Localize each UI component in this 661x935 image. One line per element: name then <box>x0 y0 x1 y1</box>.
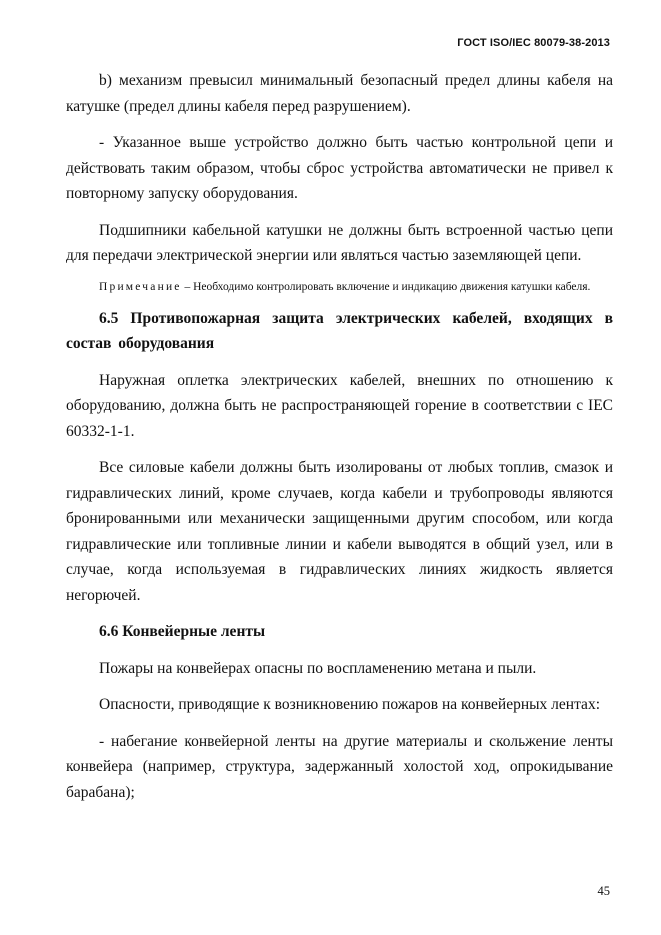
paragraph-b-item: b) механизм превысил минимальный безопасный предел длины кабеля на катушке (предел длины кабеля перед разрушением). <box>66 72 613 115</box>
paragraph-bearings: Подшипники кабельной катушки не должны быть встроенной частью цепи для передачи электрической энергии или являться частью заземляющей цепи. <box>66 221 613 264</box>
paragraph-cable-sheath: Наружная оплетка электрических кабелей, внешних по отношению к оборудованию, должна быть не распространяющей горение в соответствии с IEC 60332-1-1. <box>66 371 613 440</box>
paragraph-power-cables: Все силовые кабели должны быть изолированы от любых топлив, смазок и гидравлических линий, кроме случаев, когда кабели и трубопроводы являются бронированными или механически защищенными другим способом, или когда гидравлические или топливные линии и кабели выводятся в общий узел, или в случае, когда используемая в гидравлических линиях жидкость является негорючей. <box>66 459 613 604</box>
note-label: Примечание <box>99 280 182 293</box>
section-6-6-heading: 6.6 Конвейерные ленты <box>99 623 266 640</box>
paragraph-conveyor-fires: Пожары на конвейерах опасны по воспламенению метана и пыли. <box>99 659 537 677</box>
paragraph-hazards-intro: Опасности, приводящие к возникновению пожаров на конвейерных лентах: <box>99 696 600 713</box>
page-body <box>66 68 613 805</box>
paragraph-control-circuit: - Указанное выше устройство должно быть частью контрольной цепи и действовать таким образом, чтобы сброс устройства автоматически не привел к повторному запуску оборудования. <box>66 134 613 202</box>
document-code-header: ГОСТ ISO/IEC 80079-38-2013 <box>457 37 610 49</box>
section-6-5-heading: 6.5 Противопожарная защита электрических кабелей, входящих в состав оборудования <box>66 309 613 352</box>
note-text: – Необходимо контролировать включение и индикацию движения катушки кабеля. <box>181 280 591 293</box>
page-number: 45 <box>597 884 610 898</box>
paragraph-belt-running: - набегание конвейерной ленты на другие материалы и скольжение ленты конвейера (например, структура, задержанный холостой ход, опрокидывание барабана); <box>66 732 613 801</box>
note <box>66 277 613 298</box>
